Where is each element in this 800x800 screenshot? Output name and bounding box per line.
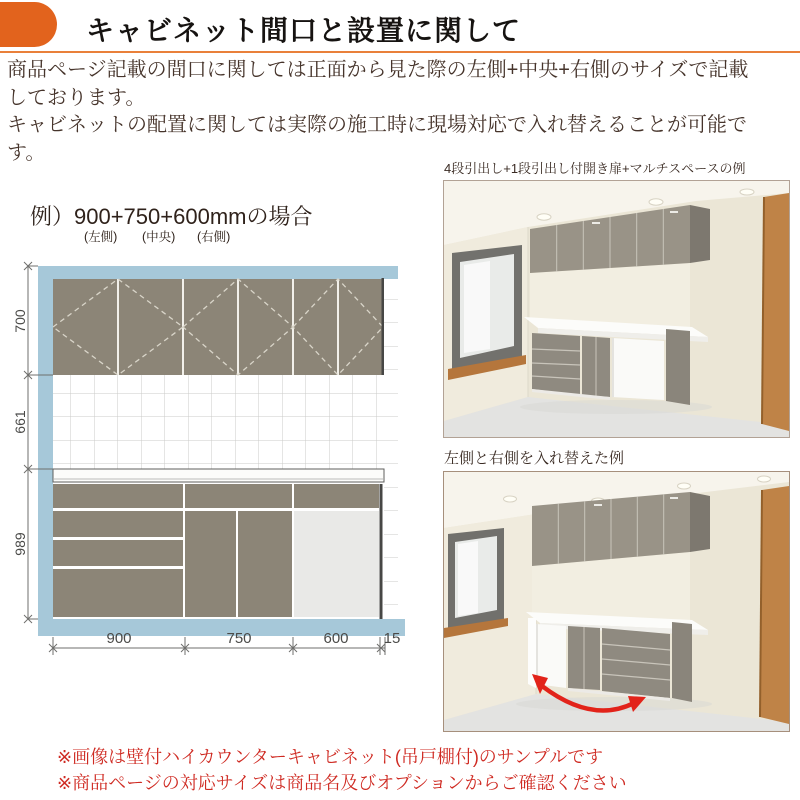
- dim-width-right: 600: [323, 630, 349, 647]
- base-cabinet: [53, 484, 383, 619]
- dim-height-middle: 661: [12, 410, 28, 434]
- header-divider: [0, 51, 800, 53]
- multi-space-opening: [612, 338, 664, 400]
- footnote-1: ※画像は壁付ハイカウンターキャビネット(吊戸棚付)のサンプルです: [57, 747, 604, 767]
- window: [448, 245, 526, 380]
- middle-doors: [185, 511, 292, 617]
- dim-height-upper: 700: [12, 309, 28, 333]
- dim-width-center: 750: [226, 630, 252, 647]
- end-panel: [666, 329, 690, 405]
- base-cabinet: [524, 317, 708, 405]
- footnotes: [57, 744, 627, 796]
- room-render-1: [444, 181, 789, 437]
- example-1-caption: 4段引出し+1段引出し付開き扉+マルチスペースの例: [444, 161, 746, 176]
- wood-pillar: [762, 193, 789, 431]
- window: [444, 528, 508, 638]
- header-accent-pill: [0, 2, 57, 47]
- position-label-right: (右側): [197, 230, 231, 244]
- multi-space: [294, 511, 379, 617]
- example-image-1: [443, 180, 790, 438]
- left-drawer-stack: [53, 511, 183, 617]
- upper-cabinet: [53, 278, 384, 375]
- intro-line-1: 商品ページ記載の間口に関しては正面から見た際の左側+中央+右側のサイズで記載しております。: [7, 59, 749, 109]
- example-title: 例）900+750+600mmの場合: [30, 204, 313, 229]
- drawer-stack: [602, 628, 670, 698]
- dim-width-filler: 15: [383, 630, 401, 647]
- dim-height-counter: 989: [12, 532, 28, 556]
- wood-pillar: [760, 486, 789, 724]
- end-panel: [672, 622, 692, 702]
- room-render-2: [444, 472, 789, 731]
- example-2-caption: 左側と右側を入れ替えた例: [444, 450, 625, 467]
- dim-width-left: 900: [106, 630, 132, 647]
- countertop: [53, 469, 384, 482]
- intro-text: [7, 57, 749, 167]
- position-label-center: (中央): [142, 230, 176, 244]
- example-image-2: [443, 471, 790, 732]
- intro-line-2: キャビネットの配置に関しては実際の施工時に現場対応で入れ替えることが可能です。: [7, 114, 747, 164]
- cabinet-elevation-diagram: [0, 252, 430, 672]
- footnote-2: ※商品ページの対応サイズは商品名及びオプションからご確認ください: [57, 773, 627, 794]
- page-title: キャビネット間口と設置に関して: [86, 15, 522, 46]
- position-label-left: (左側): [84, 230, 118, 244]
